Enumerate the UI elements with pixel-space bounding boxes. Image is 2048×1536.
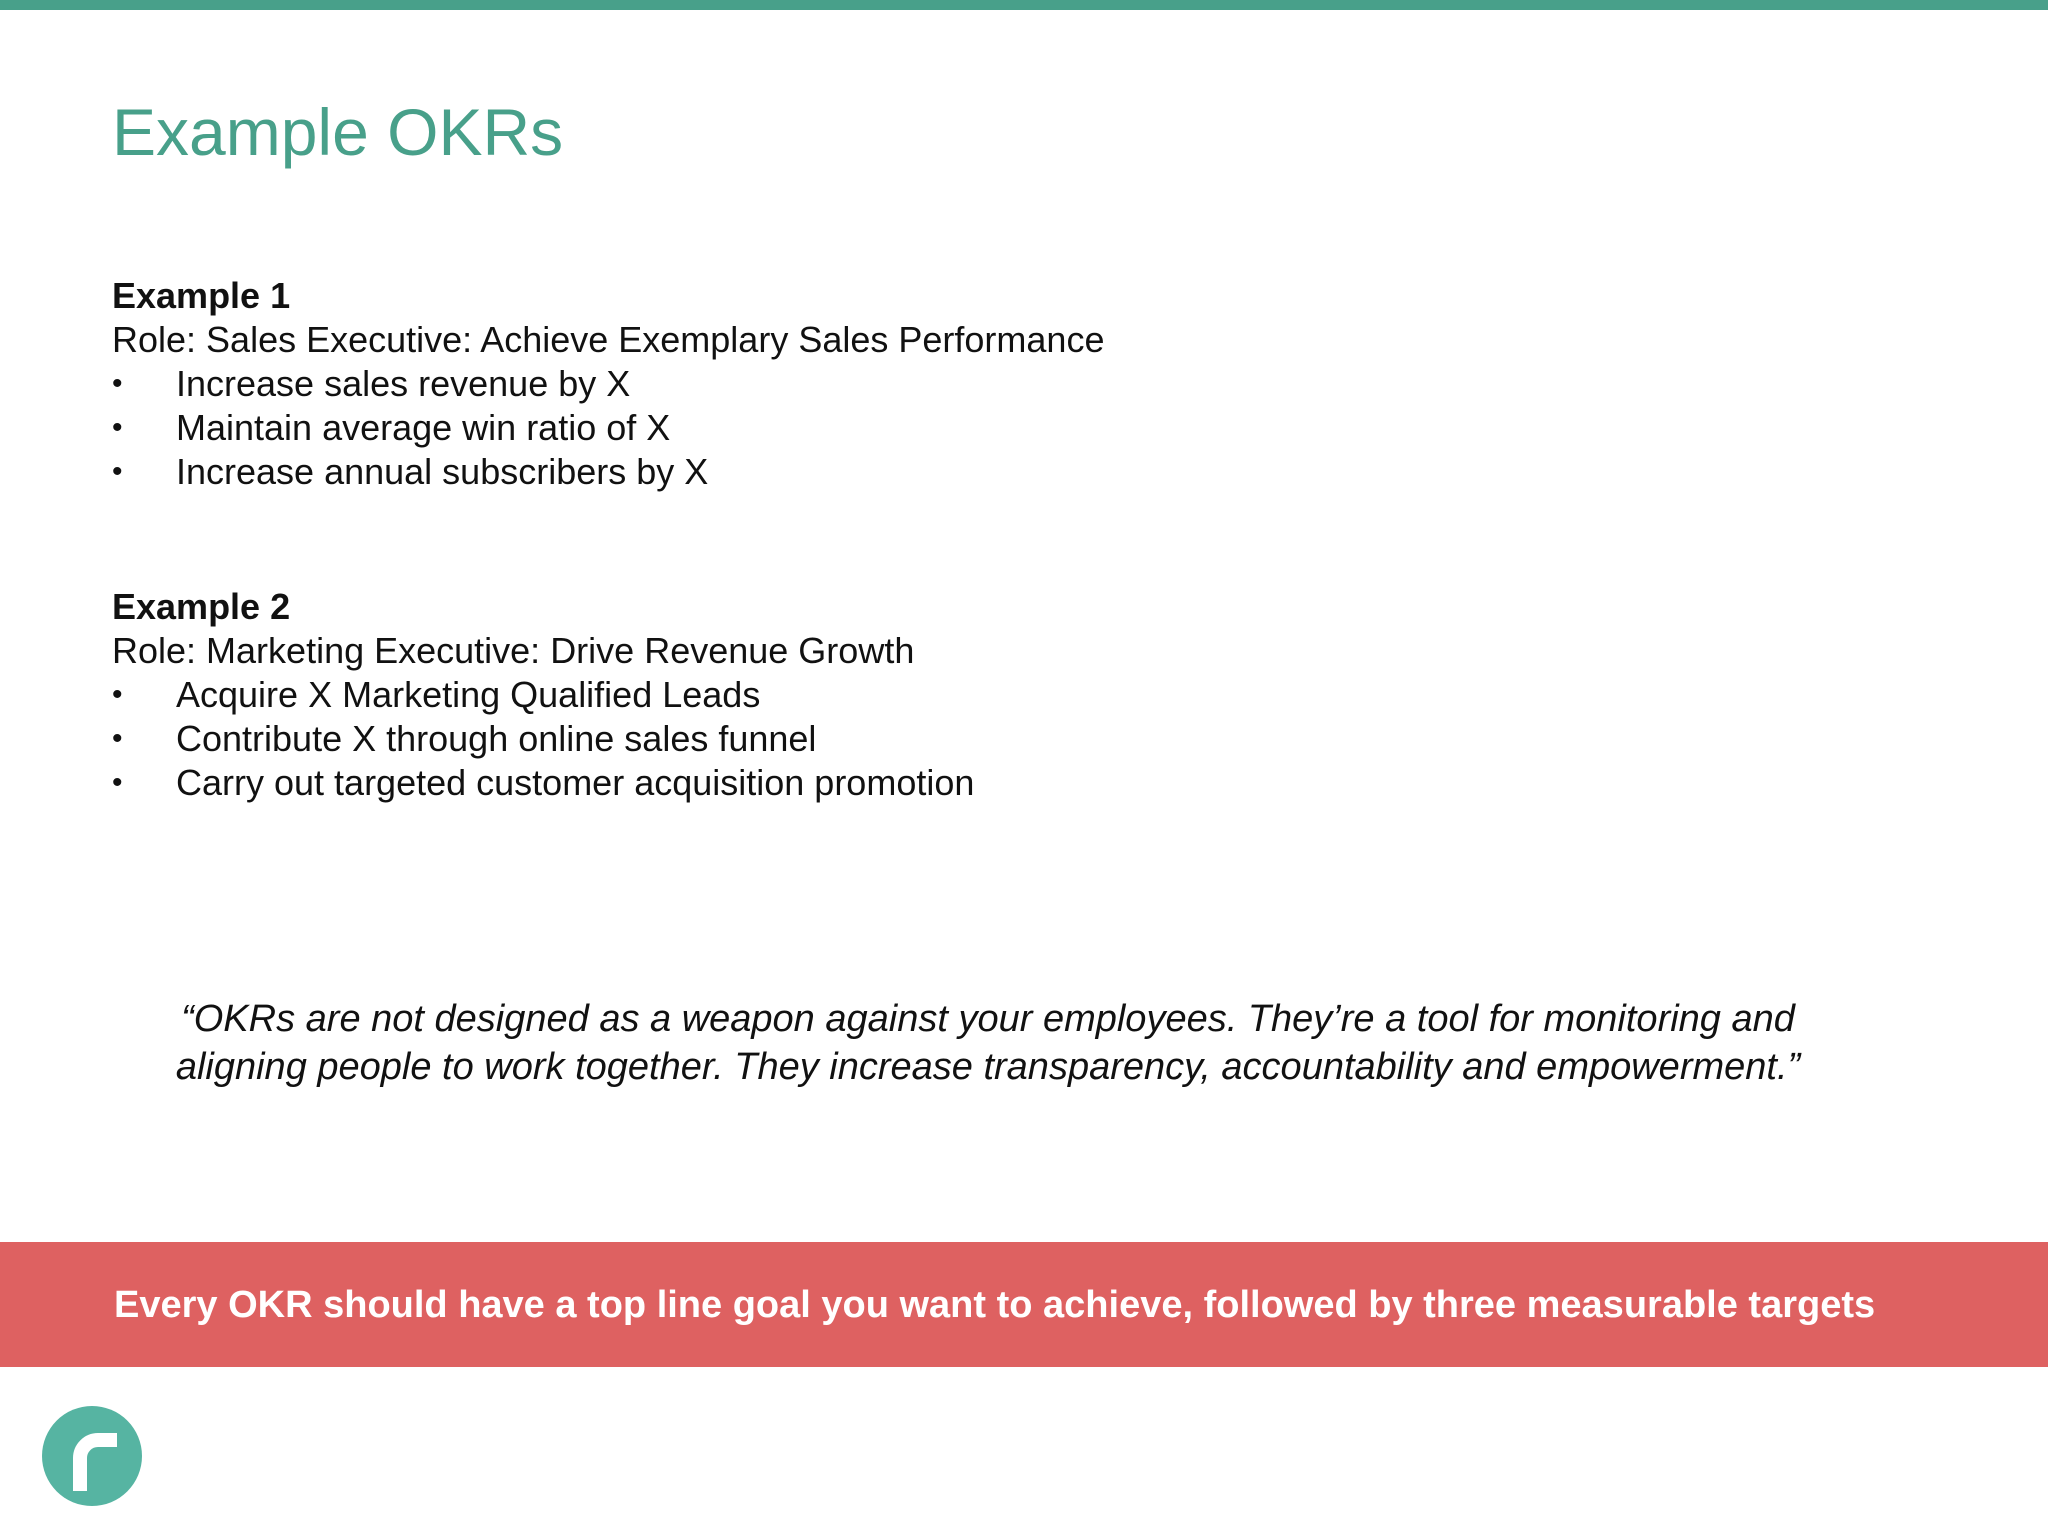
example-heading: Example 2: [112, 586, 291, 627]
quote-line: “OKRs are not designed as a weapon against your employees. They’re a tool for monitoring and: [181, 998, 1795, 1040]
okr-list: [112, 362, 1312, 494]
brand-logo-icon: [42, 1406, 142, 1506]
okr-item-text: Increase sales revenue by X: [176, 363, 631, 404]
top-accent-bar: [0, 0, 2048, 10]
bullet-icon: •: [112, 367, 123, 400]
okr-item-text: Increase annual subscribers by X: [176, 451, 709, 492]
example-role: Role: Sales Executive: Achieve Exemplary Sales Performance: [112, 319, 1105, 360]
bullet-icon: •: [112, 455, 123, 488]
quote-line: aligning people to work together. They increase transparency, accountability and empowerment.”: [175, 1046, 1801, 1088]
banner-text: Every OKR should have a top line goal you want to achieve, followed by three measurable targets: [114, 1284, 1876, 1326]
callout-banner: [0, 1242, 2048, 1367]
example-1: [112, 274, 1312, 494]
bullet-icon: •: [112, 766, 123, 799]
logo-graphic: [42, 1406, 142, 1506]
okr-list-item: [112, 450, 1312, 494]
bullet-icon: •: [112, 722, 123, 755]
okr-list-item: [112, 406, 1312, 450]
bullet-icon: •: [112, 678, 123, 711]
okr-item-text: Maintain average win ratio of X: [176, 407, 671, 448]
example-heading: Example 1: [112, 275, 291, 316]
okr-list: [112, 673, 1312, 805]
okr-item-text: Carry out targeted customer acquisition promotion: [176, 762, 975, 803]
okr-list-item: [112, 362, 1312, 406]
example-2: [112, 585, 1312, 805]
okr-item-text: Contribute X through online sales funnel: [176, 718, 817, 759]
okr-quote: [100, 995, 1876, 1091]
okr-item-text: Acquire X Marketing Qualified Leads: [176, 674, 761, 715]
okr-list-item: [112, 717, 1312, 761]
okr-list-item: [112, 761, 1312, 805]
slide-title: Example OKRs: [112, 95, 564, 169]
example-role: Role: Marketing Executive: Drive Revenue Growth: [112, 630, 915, 671]
bullet-icon: •: [112, 411, 123, 444]
okr-list-item: [112, 673, 1312, 717]
